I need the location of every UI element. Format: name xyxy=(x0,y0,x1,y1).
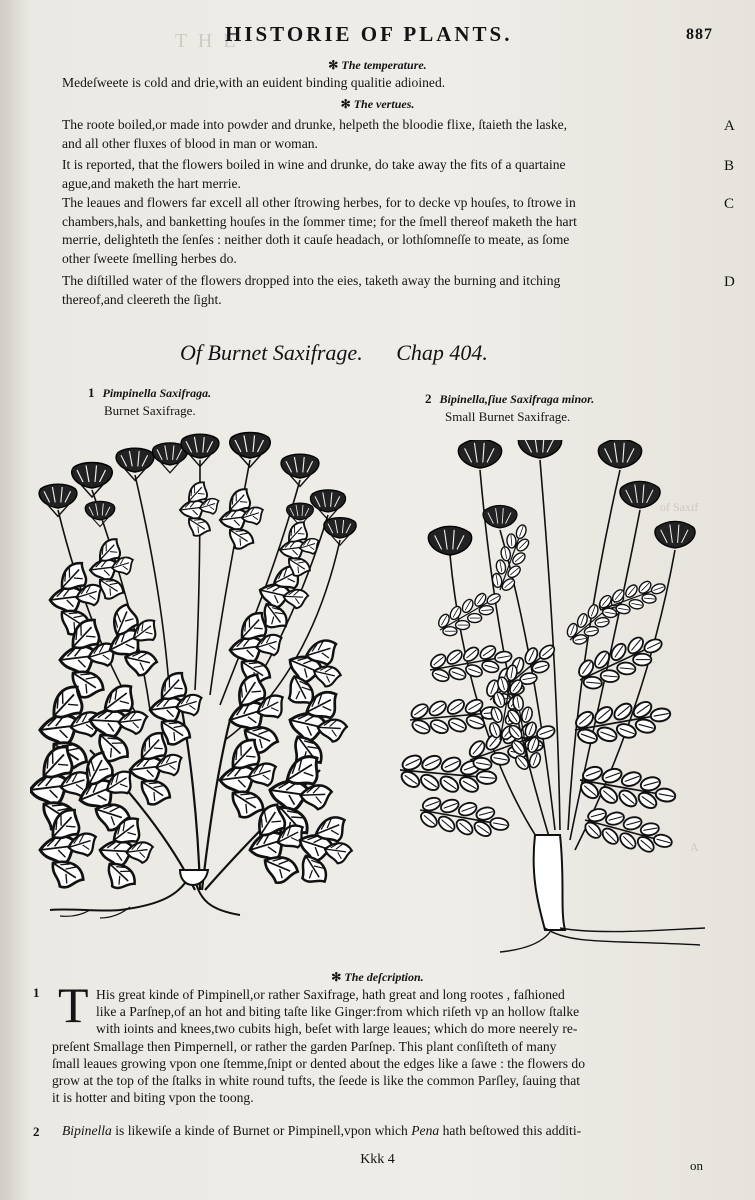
vertues-paragraph-a: The roote boiled,or made into powder and drunke, helpeth the bloodie flixe, ſtaieth the laske, and all other fluxes of blood in man or woman. xyxy=(62,117,568,151)
page-title: HISTORIE OF PLANTS. xyxy=(225,22,513,46)
margin-number-2: 2 xyxy=(33,1124,40,1139)
vertues-paragraph-d: The diſtilled water of the flowers dropped into the eies, taketh away the burning and itching thereof,and cleereth the ſight. xyxy=(62,273,561,307)
asterism-icon: ✻ xyxy=(340,97,354,111)
section-heading-description: ✻ The deſcription. xyxy=(331,970,424,984)
page-number: 887 xyxy=(686,26,713,43)
figure-caption-2: 2 Bipinella,ſiue Saxifraga minor. Small Burnet Saxifrage. xyxy=(425,391,595,424)
description-text: His great kinde of Pimpinell,or rather Saxifrage, hath great and long rootes , faſhioned like a Parſnep,of an hot and biting taſte like Ginger:from which riſeth vp an hollow ſtalke with ioints and knees,two cubits high, beſet with large leaues; which do more neerely re- preſent Smallage then Pimpernell, or rather the garden Parſnep. This plant conſiſteth of many ſmall leaues growing vpon one ſtemme,ſnipt or dented about the edges like a ſawe : the flowers do grow at the top of the ſtalks in white round tufts, the ſeede is like the common Parſley, ſauing that it is hotter and biting vpon the toong. xyxy=(52,987,586,1106)
section-heading-temperature: ✻ The temperature. xyxy=(328,58,427,72)
asterism-icon: ✻ xyxy=(331,970,345,984)
chapter-title: Of Burnet Saxifrage. xyxy=(180,340,363,365)
show-through-text: A xyxy=(690,840,699,854)
show-through-text: of Saxif xyxy=(660,500,699,514)
asterism-icon: ✻ xyxy=(328,58,342,72)
figure-caption-1: 1 Pimpinella Saxifraga. Burnet Saxifrage. xyxy=(88,385,212,418)
section-heading-vertues: ✻ The vertues. xyxy=(340,97,415,111)
chapter-heading xyxy=(180,340,600,366)
vertues-paragraph-b: It is reported, that the flowers boiled in wine and drunke, do take away the fits of a quartaine ague,and maketh the hart merrie. xyxy=(62,157,566,191)
signature-mark: Kkk 4 xyxy=(360,1152,395,1167)
vertues-paragraph-c: The leaues and flowers far excell all other ſtrowing herbes, for to decke vp houſes, to ſtrowe in chambers,hals, and banketting houſes in the ſommer time; for the ſmell thereof maketh the hart merrie, delighteth the ſenſes : neither doth it cauſe headach, or lothſomneſſe to meate, as ſome other ſweete ſmelling herbes do. xyxy=(62,195,577,266)
description-last-line: Bipinella is likewiſe a kinde of Burnet or Pimpinell,vpon which Pena hath beſtowed this additi- xyxy=(62,1123,582,1138)
catchword: on xyxy=(690,1158,703,1173)
temperature-text: Medeſweete is cold and drie,with an euident binding qualitie adioined. xyxy=(62,75,446,90)
drop-cap: T xyxy=(58,977,89,1033)
woodcut-small-burnet-saxifrage xyxy=(400,440,720,960)
show-through-text: T H E xyxy=(175,30,239,52)
margin-letter-b: B xyxy=(724,158,735,174)
chapter-number: Chap 404. xyxy=(396,340,488,365)
margin-letter-d: D xyxy=(724,274,735,290)
margin-number-1: 1 xyxy=(33,985,40,1000)
margin-letter-c: C xyxy=(724,196,735,212)
margin-letter-a: A xyxy=(724,118,735,134)
woodcut-burnet-saxifrage xyxy=(30,420,360,920)
